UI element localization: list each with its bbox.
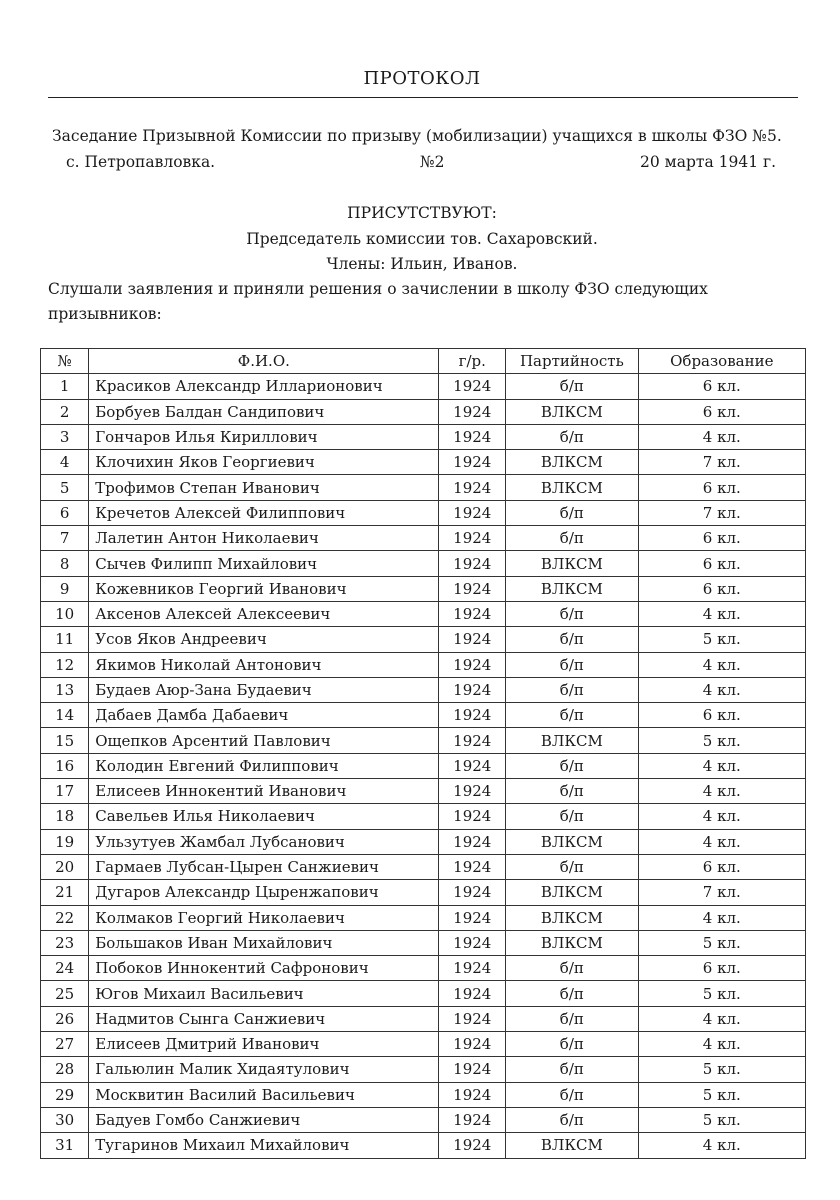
birth-year: 1924 xyxy=(439,1107,506,1132)
row-number: 8 xyxy=(41,551,89,576)
table-row xyxy=(41,779,806,804)
table-row xyxy=(41,374,806,399)
present-heading: ПРИСУТСТВУЮТ: xyxy=(347,204,497,222)
place: с. Петропавловка. xyxy=(66,153,216,171)
party-affiliation: б/п xyxy=(506,1082,638,1107)
row-number: 29 xyxy=(41,1082,89,1107)
education-level: 4 кл. xyxy=(638,1133,805,1158)
education-level: 4 кл. xyxy=(638,1006,805,1031)
party-affiliation: б/п xyxy=(506,627,638,652)
table-row xyxy=(41,728,806,753)
full-name: Ульзутуев Жамбал Лубсанович xyxy=(89,829,439,854)
birth-year: 1924 xyxy=(439,374,506,399)
table-header-row xyxy=(41,349,806,374)
birth-year: 1924 xyxy=(439,956,506,981)
row-number: 5 xyxy=(41,475,89,500)
party-affiliation: б/п xyxy=(506,703,638,728)
table-row xyxy=(41,804,806,829)
row-number: 9 xyxy=(41,576,89,601)
table-row xyxy=(41,576,806,601)
birth-year: 1924 xyxy=(439,905,506,930)
birth-year: 1924 xyxy=(439,981,506,1006)
education-level: 6 кл. xyxy=(638,956,805,981)
party-affiliation: б/п xyxy=(506,1006,638,1031)
birth-year: 1924 xyxy=(439,1133,506,1158)
table-body xyxy=(41,374,806,1158)
table-row xyxy=(41,981,806,1006)
table-row xyxy=(41,703,806,728)
table-row xyxy=(41,551,806,576)
full-name: Колодин Евгений Филиппович xyxy=(89,753,439,778)
birth-year: 1924 xyxy=(439,728,506,753)
header-number: № xyxy=(41,349,89,374)
full-name: Усов Яков Андреевич xyxy=(89,627,439,652)
party-affiliation: б/п xyxy=(506,424,638,449)
full-name: Сычев Филипп Михайлович xyxy=(89,551,439,576)
education-level: 4 кл. xyxy=(638,1032,805,1057)
birth-year: 1924 xyxy=(439,703,506,728)
row-number: 14 xyxy=(41,703,89,728)
table-row xyxy=(41,450,806,475)
row-number: 18 xyxy=(41,804,89,829)
row-number: 31 xyxy=(41,1133,89,1158)
row-number: 21 xyxy=(41,880,89,905)
table-row xyxy=(41,905,806,930)
table-row xyxy=(41,475,806,500)
table-row xyxy=(41,601,806,626)
row-number: 6 xyxy=(41,500,89,525)
full-name: Дугаров Александр Цыренжапович xyxy=(89,880,439,905)
full-name: Москвитин Василий Васильевич xyxy=(89,1082,439,1107)
party-affiliation: б/п xyxy=(506,956,638,981)
party-affiliation: б/п xyxy=(506,601,638,626)
education-level: 5 кл. xyxy=(638,981,805,1006)
education-level: 4 кл. xyxy=(638,804,805,829)
birth-year: 1924 xyxy=(439,930,506,955)
full-name: Красиков Александр Илларионович xyxy=(89,374,439,399)
full-name: Югов Михаил Васильевич xyxy=(89,981,439,1006)
table-row xyxy=(41,1057,806,1082)
title-divider xyxy=(48,97,798,98)
session-line: Заседание Призывной Комиссии по призыву (мобилизации) учащихся в школы ФЗО №5. xyxy=(52,127,782,145)
full-name: Трофимов Степан Иванович xyxy=(89,475,439,500)
full-name: Надмитов Сынга Санжиевич xyxy=(89,1006,439,1031)
row-number: 13 xyxy=(41,677,89,702)
party-affiliation: ВЛКСМ xyxy=(506,905,638,930)
party-affiliation: б/п xyxy=(506,677,638,702)
party-affiliation: ВЛКСМ xyxy=(506,551,638,576)
row-number: 10 xyxy=(41,601,89,626)
full-name: Побоков Иннокентий Сафронович xyxy=(89,956,439,981)
row-number: 1 xyxy=(41,374,89,399)
education-level: 4 кл. xyxy=(638,424,805,449)
birth-year: 1924 xyxy=(439,753,506,778)
education-level: 6 кл. xyxy=(638,526,805,551)
table-row xyxy=(41,1082,806,1107)
document-title: ПРОТОКОЛ xyxy=(363,68,481,89)
date: 20 марта 1941 г. xyxy=(640,153,777,171)
education-level: 5 кл. xyxy=(638,1082,805,1107)
full-name: Кречетов Алексей Филиппович xyxy=(89,500,439,525)
birth-year: 1924 xyxy=(439,829,506,854)
birth-year: 1924 xyxy=(439,627,506,652)
party-affiliation: б/п xyxy=(506,374,638,399)
header-education: Образование xyxy=(638,349,805,374)
heard-paragraph: Слушали заявления и приняли решения о зачислении в школу ФЗО следующих призывников: xyxy=(48,280,708,323)
party-affiliation: б/п xyxy=(506,804,638,829)
education-level: 4 кл. xyxy=(638,779,805,804)
party-affiliation: ВЛКСМ xyxy=(506,728,638,753)
education-level: 6 кл. xyxy=(638,551,805,576)
party-affiliation: ВЛКСМ xyxy=(506,576,638,601)
birth-year: 1924 xyxy=(439,399,506,424)
conscripts-table xyxy=(40,348,806,1159)
party-affiliation: ВЛКСМ xyxy=(506,1133,638,1158)
birth-year: 1924 xyxy=(439,576,506,601)
education-level: 5 кл. xyxy=(638,1107,805,1132)
table-row xyxy=(41,526,806,551)
full-name: Тугаринов Михаил Михайлович xyxy=(89,1133,439,1158)
row-number: 17 xyxy=(41,779,89,804)
table-row xyxy=(41,399,806,424)
row-number: 27 xyxy=(41,1032,89,1057)
birth-year: 1924 xyxy=(439,551,506,576)
party-affiliation: ВЛКСМ xyxy=(506,450,638,475)
full-name: Клочихин Яков Георгиевич xyxy=(89,450,439,475)
full-name: Аксенов Алексей Алексеевич xyxy=(89,601,439,626)
row-number: 12 xyxy=(41,652,89,677)
party-affiliation: б/п xyxy=(506,981,638,1006)
row-number: 3 xyxy=(41,424,89,449)
chairman-line: Председатель комиссии тов. Сахаровский. xyxy=(246,230,598,248)
education-level: 6 кл. xyxy=(638,399,805,424)
row-number: 19 xyxy=(41,829,89,854)
row-number: 22 xyxy=(41,905,89,930)
table-row xyxy=(41,1006,806,1031)
birth-year: 1924 xyxy=(439,1032,506,1057)
birth-year: 1924 xyxy=(439,1082,506,1107)
party-affiliation: б/п xyxy=(506,779,638,804)
education-level: 7 кл. xyxy=(638,450,805,475)
party-affiliation: ВЛКСМ xyxy=(506,829,638,854)
row-number: 16 xyxy=(41,753,89,778)
education-level: 4 кл. xyxy=(638,652,805,677)
row-number: 24 xyxy=(41,956,89,981)
education-level: 6 кл. xyxy=(638,374,805,399)
full-name: Борбуев Балдан Сандипович xyxy=(89,399,439,424)
party-affiliation: б/п xyxy=(506,500,638,525)
birth-year: 1924 xyxy=(439,450,506,475)
table-row xyxy=(41,956,806,981)
table-row xyxy=(41,500,806,525)
birth-year: 1924 xyxy=(439,500,506,525)
birth-year: 1924 xyxy=(439,424,506,449)
full-name: Колмаков Георгий Николаевич xyxy=(89,905,439,930)
education-level: 7 кл. xyxy=(638,880,805,905)
education-level: 5 кл. xyxy=(638,627,805,652)
full-name: Будаев Аюр-Зана Будаевич xyxy=(89,677,439,702)
protocol-number: №2 xyxy=(420,153,445,171)
birth-year: 1924 xyxy=(439,779,506,804)
full-name: Большаков Иван Михайлович xyxy=(89,930,439,955)
row-number: 23 xyxy=(41,930,89,955)
full-name: Ощепков Арсентий Павлович xyxy=(89,728,439,753)
row-number: 20 xyxy=(41,854,89,879)
full-name: Елисеев Иннокентий Иванович xyxy=(89,779,439,804)
full-name: Кожевников Георгий Иванович xyxy=(89,576,439,601)
header-birth-year: г/р. xyxy=(439,349,506,374)
party-affiliation: ВЛКСМ xyxy=(506,399,638,424)
education-level: 6 кл. xyxy=(638,576,805,601)
birth-year: 1924 xyxy=(439,652,506,677)
education-level: 6 кл. xyxy=(638,475,805,500)
row-number: 11 xyxy=(41,627,89,652)
table-row xyxy=(41,652,806,677)
members-line: Члены: Ильин, Иванов. xyxy=(326,255,518,273)
row-number: 2 xyxy=(41,399,89,424)
header-party: Партийность xyxy=(506,349,638,374)
header-name: Ф.И.О. xyxy=(89,349,439,374)
birth-year: 1924 xyxy=(439,1006,506,1031)
table-row xyxy=(41,753,806,778)
row-number: 26 xyxy=(41,1006,89,1031)
row-number: 30 xyxy=(41,1107,89,1132)
full-name: Якимов Николай Антонович xyxy=(89,652,439,677)
party-affiliation: б/п xyxy=(506,1032,638,1057)
party-affiliation: ВЛКСМ xyxy=(506,930,638,955)
full-name: Гальюлин Малик Хидаятулович xyxy=(89,1057,439,1082)
party-affiliation: б/п xyxy=(506,652,638,677)
table-row xyxy=(41,880,806,905)
table-row xyxy=(41,424,806,449)
table-row xyxy=(41,627,806,652)
table-row xyxy=(41,677,806,702)
full-name: Дабаев Дамба Дабаевич xyxy=(89,703,439,728)
full-name: Гончаров Илья Кириллович xyxy=(89,424,439,449)
party-affiliation: б/п xyxy=(506,1107,638,1132)
row-number: 7 xyxy=(41,526,89,551)
full-name: Елисеев Дмитрий Иванович xyxy=(89,1032,439,1057)
party-affiliation: б/п xyxy=(506,854,638,879)
birth-year: 1924 xyxy=(439,475,506,500)
full-name: Гармаев Лубсан-Цырен Санжиевич xyxy=(89,854,439,879)
table-row xyxy=(41,1032,806,1057)
education-level: 4 кл. xyxy=(638,829,805,854)
party-affiliation: б/п xyxy=(506,1057,638,1082)
party-affiliation: б/п xyxy=(506,753,638,778)
birth-year: 1924 xyxy=(439,601,506,626)
full-name: Лалетин Антон Николаевич xyxy=(89,526,439,551)
education-level: 7 кл. xyxy=(638,500,805,525)
row-number: 4 xyxy=(41,450,89,475)
table-row xyxy=(41,1107,806,1132)
table-row xyxy=(41,930,806,955)
party-affiliation: ВЛКСМ xyxy=(506,475,638,500)
table-row xyxy=(41,854,806,879)
birth-year: 1924 xyxy=(439,880,506,905)
education-level: 6 кл. xyxy=(638,854,805,879)
party-affiliation: б/п xyxy=(506,526,638,551)
education-level: 4 кл. xyxy=(638,905,805,930)
education-level: 4 кл. xyxy=(638,753,805,778)
education-level: 5 кл. xyxy=(638,728,805,753)
education-level: 4 кл. xyxy=(638,677,805,702)
birth-year: 1924 xyxy=(439,1057,506,1082)
full-name: Бадуев Гомбо Санжиевич xyxy=(89,1107,439,1132)
table-row xyxy=(41,1133,806,1158)
birth-year: 1924 xyxy=(439,854,506,879)
education-level: 6 кл. xyxy=(638,703,805,728)
education-level: 4 кл. xyxy=(638,601,805,626)
birth-year: 1924 xyxy=(439,804,506,829)
row-number: 15 xyxy=(41,728,89,753)
row-number: 25 xyxy=(41,981,89,1006)
birth-year: 1924 xyxy=(439,526,506,551)
education-level: 5 кл. xyxy=(638,1057,805,1082)
table-row xyxy=(41,829,806,854)
birth-year: 1924 xyxy=(439,677,506,702)
full-name: Савельев Илья Николаевич xyxy=(89,804,439,829)
education-level: 5 кл. xyxy=(638,930,805,955)
row-number: 28 xyxy=(41,1057,89,1082)
party-affiliation: ВЛКСМ xyxy=(506,880,638,905)
